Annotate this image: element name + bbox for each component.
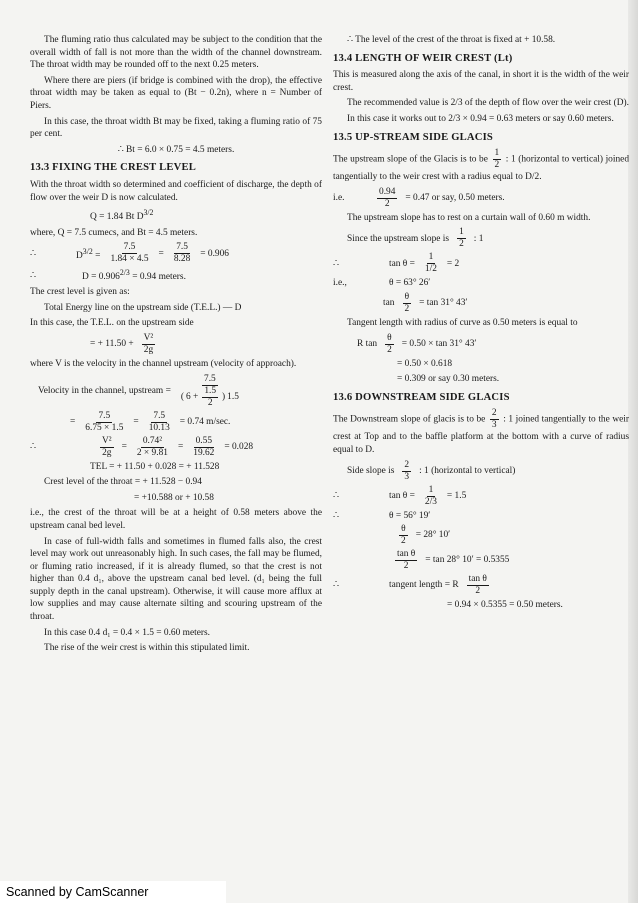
section-heading-13-4: 13.4 LENGTH OF WEIR CREST (Lt) [333, 52, 513, 64]
equation-tel-value: TEL = + 11.50 + 0.028 = + 11.528 [90, 461, 220, 472]
equation-step: = 0.50 × 0.618 [397, 358, 453, 369]
paragraph-glacis-slope: The upstream slope of the Glacis is to be $\frac{1}{2}$ : 1 (horizontal to vertical) joined tangentially to the weir crest with a radius equal to D/2. [333, 148, 630, 183]
scanner-watermark: Scanned by CamScanner [0, 881, 226, 903]
paragraph: In case of full-width falls and sometimes in flumed falls also, the crest level may work out unreasonably high. In such cases, the fall may be flumed, or fluming ratio increased, if it is already flumed, so that the crest is not higher than 0.4 d₁, above the upstream canal bed level. (d₁ being the full supply depth in the canal upstream). Otherwise, it will cause more afflux at low supplies and may cause alternate silting and scouring upstream of the throat. [30, 536, 322, 623]
left-column [30, 34, 322, 658]
paragraph: In this case, the T.E.L. on the upstream side [30, 318, 194, 329]
equation-half-theta: $\frac{\theta}{2}$ = 28° 10′ [401, 524, 451, 547]
paragraph: The recommended value is 2/3 of the depth of flow over the weir crest (D). [347, 98, 629, 109]
equation-bt: ∴ Bt = 6.0 × 0.75 = 4.5 meters. [117, 144, 235, 155]
paragraph: With the throat width so determined and coefficient of discharge, the depth of flow over the weir D is now calculated. [30, 179, 322, 203]
equation-crest: Crest level of the throat = + 11.528 − 0.94 [44, 477, 202, 488]
paragraph: where, Q = 7.5 cumecs, and Bt = 4.5 meters. [30, 227, 198, 238]
paragraph: In this case 0.4 d₁ = 0.4 × 1.5 = 0.60 meters. [44, 627, 210, 638]
section-heading-13-3: 13.3 FIXING THE CREST LEVEL [30, 162, 197, 174]
equation-tan-theta: ∴ tan θ = $\frac{1}{1/2}$ = 2 [333, 252, 460, 275]
equation-tan-half: tan $\frac{\theta}{2}$ = tan 31° 43′ [383, 291, 468, 314]
paragraph: The fluming ratio thus calculated may be subject to the condition that the overall width of fall is not more than the width of the channel downstream. The throat width may be rounded off to the next 0.25 meters. [30, 35, 322, 71]
equation-tan-half-ds: $\frac{\text{tan θ}}{2}$ = tan 28° 10′ = 0.5355 [397, 549, 510, 572]
equation-tan-theta-ds: ∴ tan θ = $\frac{1}{2/3}$ = 1.5 [333, 484, 467, 507]
paragraph: Where there are piers (if bridge is combined with the drop), the effective throat width may be taken as equal to (Bt − 0.2n), where n = Number of Piers. [30, 75, 322, 111]
equation-step: = 0.309 or say 0.30 meters. [397, 374, 500, 385]
equation-velocity-head: ∴ $\frac{\text{V²}}{2g}$ = $\frac{\text{0.74²}}{2 \times 9.81}$ = $\frac{0.55}{19.62}$ = 0.028 [30, 435, 254, 458]
paragraph: This is measured along the axis of the canal, in short it is the width of the weir crest. [333, 70, 629, 93]
equation-side-slope: Side slope is $\frac{2}{3}$ : 1 (horizontal to vertical) [347, 459, 516, 482]
equation-tangent-length: R tan $\frac{\theta}{2}$ = 0.50 × tan 31° 43′ [357, 332, 477, 355]
section-heading-13-6: 13.6 DOWNSTREAM SIDE GLACIS [333, 391, 510, 403]
equation-d32: ∴ $D^{3/2}$ = $\frac{7.5}{1.84 \times 4.5}$ = $\frac{7.5}{8.28}$ = 0.906 [30, 242, 229, 265]
paragraph: i.e., the crest of the throat will be at a height of 0.58 meters above the upstream canal bed level. [30, 508, 322, 531]
paragraph: In this case it works out to 2/3 × 0.94 = 0.63 meters or say 0.60 meters. [347, 113, 614, 124]
page-edge-shadow [628, 0, 638, 903]
equation-radius: i.e. $\frac{0.94}{2}$ = 0.47 or say, 0.50 meters. [333, 186, 505, 209]
paragraph: where V is the velocity in the channel upstream (velocity of approach). [30, 358, 297, 369]
equation-theta-ds: ∴ θ = 56° 19′ [333, 510, 431, 521]
paragraph: Total Energy line on the upstream side (T.E.L.) — D [44, 302, 242, 313]
paragraph: The rise of the weir crest is within this stipulated limit. [44, 643, 250, 654]
paragraph: The crest level is given as: [30, 287, 130, 298]
equation-velocity-result: = $\frac{7.5}{6.75 \times 1.5}$ = $\frac{7.5}{10.13}$ = 0.74 m/sec. [70, 410, 231, 433]
paragraph: The upstream slope has to rest on a curtain wall of 0.60 m width. [347, 212, 591, 223]
section-heading-13-5: 13.5 UP-STREAM SIDE GLACIS [333, 131, 494, 143]
equation-velocity: Velocity in the channel, upstream = 7.5 ( 6 + $\frac{1.5}{2}$ ) 1.5 [38, 373, 239, 408]
paragraph: ∴ The level of the crest of the throat is fixed at + 10.58. [347, 35, 556, 45]
equation-tangent-length-ds: ∴ tangent length = R $\frac{\text{tan θ}}{2}$ [333, 574, 487, 597]
equation-step: = 0.94 × 0.5355 = 0.50 meters. [447, 600, 563, 611]
right-column [333, 34, 629, 615]
equation-crest-result: = +10.588 or + 10.58 [134, 492, 214, 503]
equation-slope: Since the upstream slope is $\frac{1}{2}$ : 1 [347, 227, 484, 250]
paragraph: Tangent length with radius of curve as 0.50 meters is equal to [347, 317, 578, 328]
paragraph-downstream-slope: The Downstream slope of glacis is to be $\frac{2}{3}$ : 1 joined tangentially to the weir crest at Top and to the baffle platform at the bottom with a curve of radius equal to D. [333, 408, 630, 455]
equation-theta: i.e., θ = 63° 26′ [333, 278, 431, 289]
equation-d: ∴ $D = 0.906^{2/3} = 0.94$ meters. [30, 268, 186, 283]
equation-q: Q = 1.84 Bt $D^{3/2}$ [90, 208, 154, 223]
equation-tel: = + 11.50 + $\frac{\text{V²}}{2g}$ [90, 332, 154, 355]
paragraph: In this case, the throat width Bt may be fixed, taking a fluming ratio of 75 per cent. [30, 116, 322, 140]
